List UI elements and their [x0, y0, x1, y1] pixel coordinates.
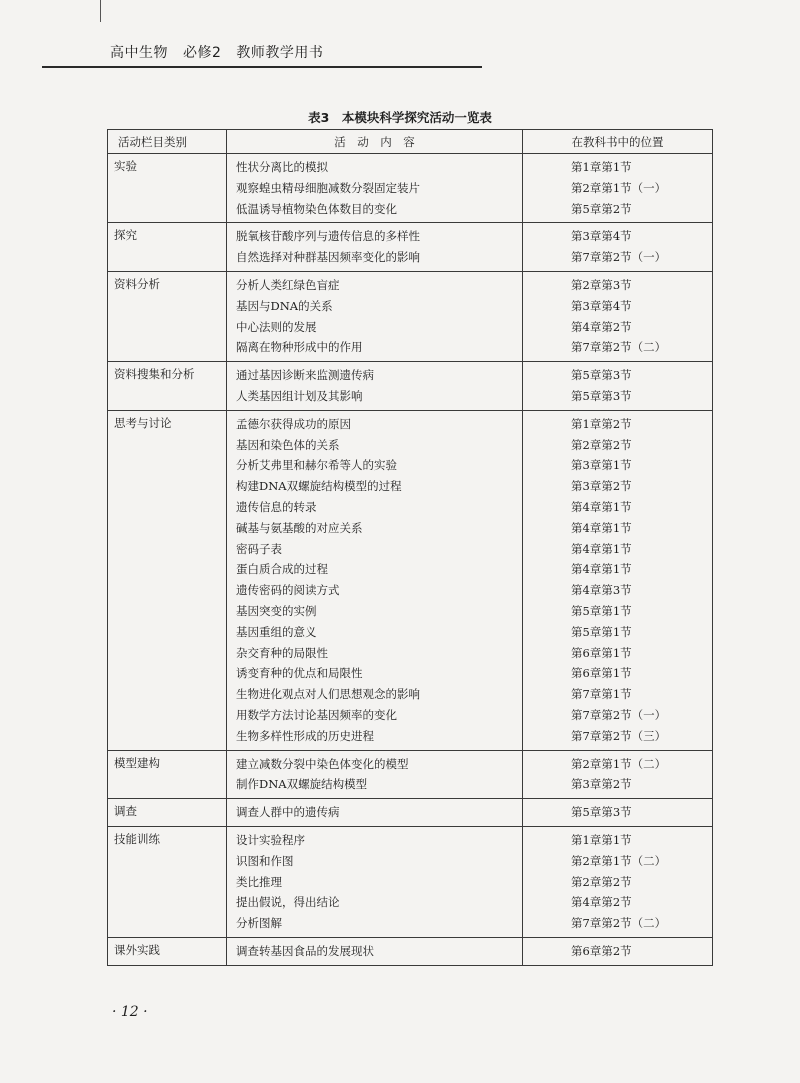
location-cell [523, 223, 713, 272]
activity-item: 诱变育种的优点和局限性 [236, 666, 363, 681]
activities-table [107, 129, 713, 966]
location-item: 第7章第2节（一） [571, 707, 667, 722]
activity-item: 分析人类红绿色盲症 [236, 277, 340, 292]
category-cell: 技能训练 [108, 826, 227, 937]
location-item: 第4章第1节 [571, 562, 632, 577]
category-cell: 资料搜集和分析 [108, 362, 227, 411]
location-cell [523, 799, 713, 827]
book-type-label: 教师教学用书 [236, 45, 324, 61]
activity-item: 制作DNA双螺旋结构模型 [236, 777, 368, 792]
table-row [108, 799, 713, 827]
activity-item: 中心法则的发展 [236, 319, 317, 334]
location-item: 第1章第2节 [571, 416, 632, 431]
location-item: 第5章第3节 [571, 805, 632, 820]
activity-item: 杂交育种的局限性 [236, 645, 328, 660]
book-title: 高中生物 [110, 45, 168, 61]
running-head [110, 42, 333, 62]
table-row [108, 750, 713, 799]
table-row [108, 271, 713, 361]
activity-item: 基因与DNA的关系 [236, 298, 333, 313]
page-number: · 12 · [112, 1004, 148, 1020]
location-item: 第4章第3节 [571, 583, 632, 598]
category-cell: 资料分析 [108, 271, 227, 361]
category-cell: 思考与讨论 [108, 410, 227, 750]
activity-item: 自然选择对种群基因频率变化的影响 [236, 250, 420, 265]
table-row [108, 410, 713, 750]
header-rule [42, 66, 482, 68]
category-cell: 探究 [108, 223, 227, 272]
location-item: 第2章第1节（二） [571, 853, 667, 868]
location-item: 第2章第3节 [571, 277, 632, 292]
activity-item: 设计实验程序 [236, 832, 305, 847]
location-item: 第2章第2节 [571, 437, 632, 452]
table-row [108, 826, 713, 937]
column-header-category: 活动栏目类别 [108, 130, 227, 154]
activity-cell [227, 223, 523, 272]
location-item: 第6章第1节 [571, 645, 632, 660]
activity-item: 观察蝗虫精母细胞减数分裂固定装片 [236, 180, 420, 195]
activity-item: 生物进化观点对人们思想观念的影响 [236, 687, 420, 702]
location-cell [523, 937, 713, 965]
activity-item: 密码子表 [236, 541, 282, 556]
location-item: 第7章第2节（二） [571, 340, 667, 355]
location-item: 第6章第1节 [571, 666, 632, 681]
activity-item: 调查人群中的遗传病 [236, 805, 340, 820]
location-cell [523, 154, 713, 223]
location-cell [523, 410, 713, 750]
location-item: 第6章第2节 [571, 943, 632, 958]
category-cell: 调查 [108, 799, 227, 827]
activity-item: 孟德尔获得成功的原因 [236, 416, 351, 431]
location-item: 第7章第2节（二） [571, 916, 667, 931]
location-item: 第5章第1节 [571, 624, 632, 639]
activity-item: 分析图解 [236, 916, 282, 931]
activity-item: 基因突变的实例 [236, 603, 317, 618]
location-item: 第3章第2节 [571, 777, 632, 792]
activity-cell [227, 937, 523, 965]
location-item: 第4章第1节 [571, 541, 632, 556]
location-item: 第3章第4节 [571, 298, 632, 313]
location-item: 第4章第1节 [571, 520, 632, 535]
table-row [108, 154, 713, 223]
category-cell: 实验 [108, 154, 227, 223]
location-cell [523, 362, 713, 411]
location-item: 第3章第4节 [571, 229, 632, 244]
location-item: 第4章第2节 [571, 895, 632, 910]
location-item: 第2章第1节（一） [571, 180, 667, 195]
location-cell [523, 750, 713, 799]
activity-cell [227, 799, 523, 827]
activity-item: 碱基与氨基酸的对应关系 [236, 520, 363, 535]
location-item: 第5章第1节 [571, 603, 632, 618]
table-body [108, 154, 713, 966]
activity-item: 低温诱导植物染色体数目的变化 [236, 201, 397, 216]
activity-item: 脱氧核苷酸序列与遗传信息的多样性 [236, 229, 420, 244]
location-item: 第4章第2节 [571, 319, 632, 334]
activity-item: 用数学方法讨论基因频率的变化 [236, 707, 397, 722]
activity-item: 遗传信息的转录 [236, 499, 317, 514]
table-row [108, 937, 713, 965]
location-item: 第3章第2节 [571, 479, 632, 494]
table-caption: 表3 本模块科学探究活动一览表 [308, 110, 492, 125]
activity-cell [227, 271, 523, 361]
location-cell [523, 826, 713, 937]
location-cell [523, 271, 713, 361]
activity-cell [227, 750, 523, 799]
activity-item: 建立减数分裂中染色体变化的模型 [236, 756, 409, 771]
table-row [108, 362, 713, 411]
location-item: 第3章第1节 [571, 458, 632, 473]
activity-item: 类比推理 [236, 874, 282, 889]
activity-item: 分析艾弗里和赫尔希等人的实验 [236, 458, 397, 473]
activity-item: 遗传密码的阅读方式 [236, 583, 340, 598]
activity-cell [227, 154, 523, 223]
location-item: 第5章第2节 [571, 201, 632, 216]
column-header-location: 在教科书中的位置 [523, 130, 713, 154]
column-header-activity: 活 动 内 容 [227, 130, 523, 154]
location-item: 第7章第2节（三） [571, 728, 667, 743]
category-cell: 课外实践 [108, 937, 227, 965]
activity-item: 性状分离比的模拟 [236, 160, 328, 174]
category-cell: 模型建构 [108, 750, 227, 799]
activity-item: 蛋白质合成的过程 [236, 562, 328, 577]
activity-item: 通过基因诊断来监测遗传病 [236, 368, 374, 383]
activity-item: 生物多样性形成的历史进程 [236, 728, 374, 743]
volume-label: 必修2 [182, 45, 222, 61]
location-item: 第4章第1节 [571, 499, 632, 514]
location-item: 第2章第2节 [571, 874, 632, 889]
activity-cell [227, 826, 523, 937]
activity-item: 构建DNA双螺旋结构模型的过程 [236, 479, 402, 494]
activity-item: 调查转基因食品的发展现状 [236, 943, 374, 958]
activity-item: 识图和作图 [236, 853, 294, 868]
location-item: 第5章第3节 [571, 368, 632, 383]
activity-item: 基因重组的意义 [236, 624, 317, 639]
activity-item: 隔离在物种形成中的作用 [236, 340, 363, 355]
activity-item: 提出假说，得出结论 [236, 895, 340, 910]
activity-item: 基因和染色体的关系 [236, 437, 340, 452]
table-header-row [108, 130, 713, 154]
header-vertical-rule [100, 0, 101, 22]
location-item: 第1章第1节 [571, 832, 632, 847]
activity-cell [227, 362, 523, 411]
location-item: 第1章第1节 [571, 160, 632, 174]
activity-cell [227, 410, 523, 750]
location-item: 第2章第1节（二） [571, 756, 667, 771]
page-header [0, 0, 800, 72]
location-item: 第7章第1节 [571, 687, 632, 702]
location-item: 第7章第2节（一） [571, 250, 667, 265]
activity-item: 人类基因组计划及其影响 [236, 388, 363, 403]
table-row [108, 223, 713, 272]
location-item: 第5章第3节 [571, 388, 632, 403]
